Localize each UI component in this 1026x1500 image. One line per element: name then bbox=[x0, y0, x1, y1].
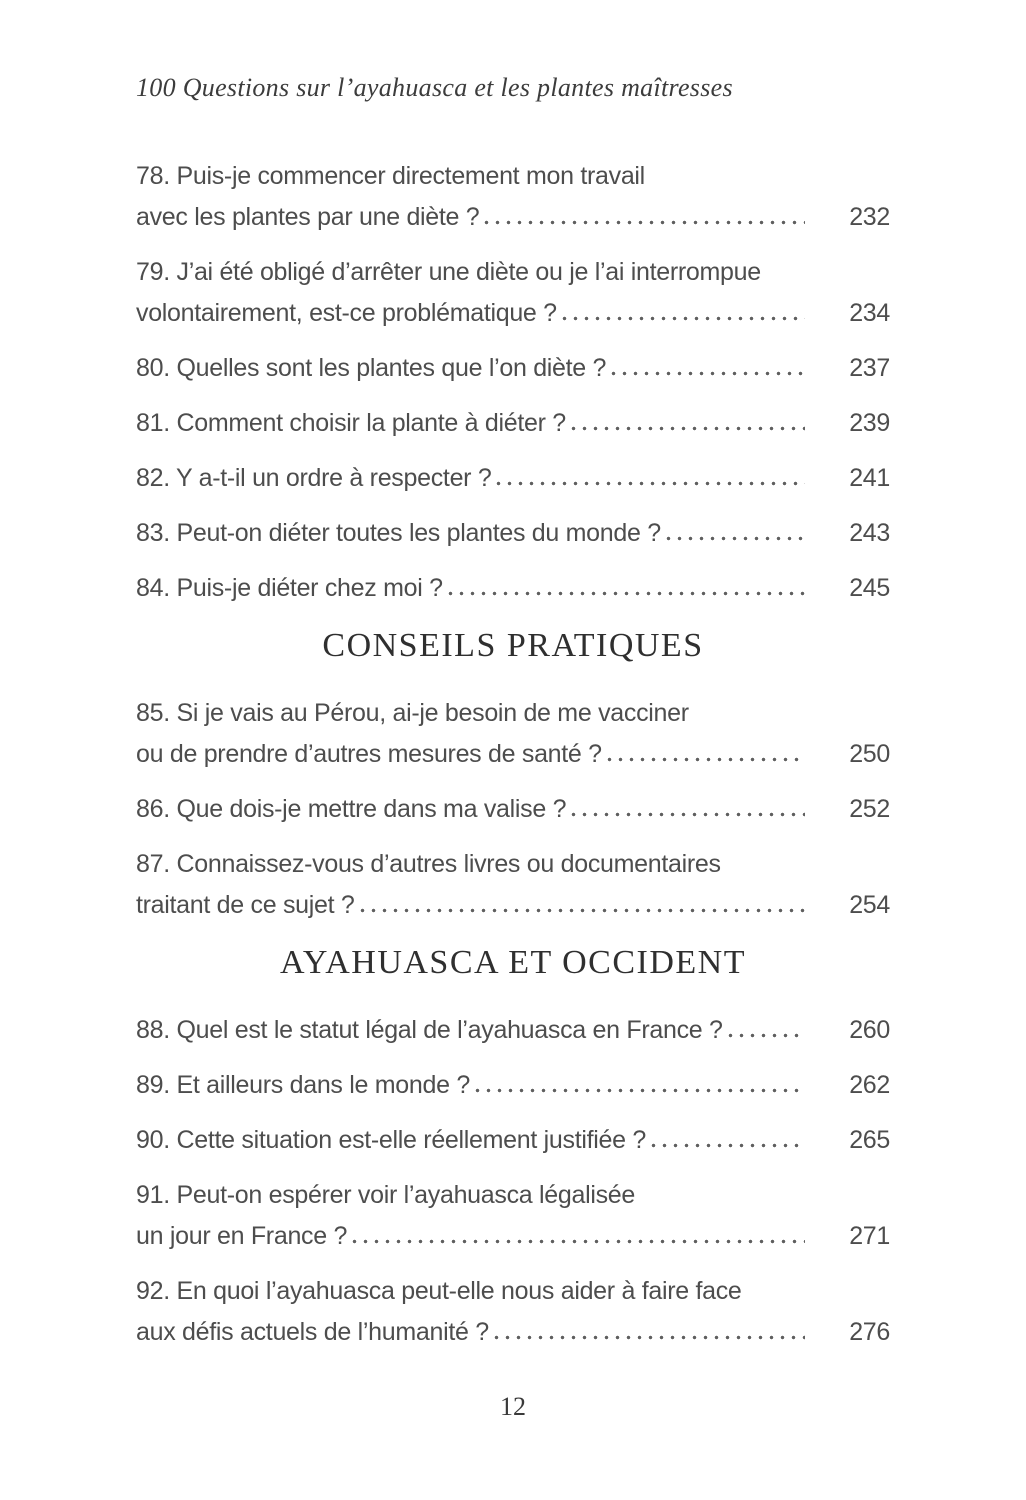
toc-entry-text: 86. Que dois-je mettre dans ma valise ? bbox=[136, 795, 567, 823]
toc-entry-text: 87. Connaissez-vous d’autres livres ou documentaires bbox=[136, 850, 721, 878]
toc-line bbox=[136, 1175, 890, 1216]
dot-leader-icon bbox=[571, 812, 805, 817]
toc-entry-text: 81. Comment choisir la plante à diéter ? bbox=[136, 409, 566, 437]
toc-entry bbox=[136, 1175, 890, 1257]
dot-leader-icon bbox=[360, 908, 805, 913]
toc-line bbox=[136, 568, 890, 609]
toc-entry-text: volontairement, est-ce problématique ? bbox=[136, 299, 557, 327]
toc-line bbox=[136, 1216, 890, 1257]
dot-leader-icon bbox=[475, 1088, 805, 1093]
toc-entry-text: 84. Puis-je diéter chez moi ? bbox=[136, 574, 443, 602]
toc-line bbox=[136, 197, 890, 238]
toc-line bbox=[136, 1271, 890, 1312]
toc-entry bbox=[136, 458, 890, 499]
toc-line bbox=[136, 1312, 890, 1353]
dot-leader-icon bbox=[651, 1143, 805, 1148]
section-heading: AYAHUASCA ET OCCIDENT bbox=[280, 944, 746, 981]
toc-page-number: 237 bbox=[849, 354, 890, 382]
page-content bbox=[136, 0, 890, 1367]
toc-line bbox=[136, 513, 890, 554]
dot-leader-icon bbox=[728, 1033, 805, 1038]
page-footer bbox=[0, 1392, 1026, 1422]
toc-entry-text: 92. En quoi l’ayahuasca peut-elle nous aider à faire face bbox=[136, 1277, 742, 1305]
toc-line bbox=[136, 885, 890, 926]
toc-entry-text: 90. Cette situation est-elle réellement justifiée ? bbox=[136, 1126, 646, 1154]
toc-entry-text: 85. Si je vais au Pérou, ai-je besoin de me vacciner bbox=[136, 699, 689, 727]
toc-entry-text: 82. Y a-t-il un ordre à respecter ? bbox=[136, 464, 492, 492]
toc-entry bbox=[136, 1065, 890, 1106]
toc-entry-text: 79. J’ai été obligé d’arrêter une diète ou je l’ai interrompue bbox=[136, 258, 761, 286]
toc-entry bbox=[136, 789, 890, 830]
toc-entry-text: ou de prendre d’autres mesures de santé ? bbox=[136, 740, 602, 768]
toc-page-number: 241 bbox=[849, 464, 890, 492]
toc-page-number: 250 bbox=[849, 740, 890, 768]
toc-entry bbox=[136, 568, 890, 609]
toc-entry-text: traitant de ce sujet ? bbox=[136, 891, 355, 919]
dot-leader-icon bbox=[448, 591, 805, 596]
dot-leader-icon bbox=[494, 1335, 805, 1340]
toc-page-number: 245 bbox=[849, 574, 890, 602]
toc-line bbox=[136, 693, 890, 734]
toc-line bbox=[136, 1010, 890, 1051]
toc-entry bbox=[136, 513, 890, 554]
toc-entry bbox=[136, 1010, 890, 1051]
toc-entry bbox=[136, 844, 890, 926]
page-number: 12 bbox=[500, 1392, 526, 1421]
dot-leader-icon bbox=[562, 316, 805, 321]
toc-entry bbox=[136, 403, 890, 444]
dot-leader-icon bbox=[571, 426, 805, 431]
toc-page-number: 232 bbox=[849, 203, 890, 231]
toc-page-number: 252 bbox=[849, 795, 890, 823]
dot-leader-icon bbox=[496, 481, 805, 486]
toc-entry-text: 88. Quel est le statut légal de l’ayahuasca en France ? bbox=[136, 1016, 723, 1044]
dot-leader-icon bbox=[611, 371, 805, 376]
toc-entry-text: 80. Quelles sont les plantes que l’on diète ? bbox=[136, 354, 607, 382]
toc-line bbox=[136, 789, 890, 830]
dot-leader-icon bbox=[352, 1239, 805, 1244]
toc-line bbox=[136, 156, 890, 197]
dot-leader-icon bbox=[607, 757, 805, 762]
toc-entry bbox=[136, 156, 890, 238]
dot-leader-icon bbox=[666, 536, 805, 541]
toc-entry bbox=[136, 1120, 890, 1161]
toc-page-number: 265 bbox=[849, 1126, 890, 1154]
toc-page-number: 239 bbox=[849, 409, 890, 437]
dot-leader-icon bbox=[484, 220, 805, 225]
toc-page-number: 243 bbox=[849, 519, 890, 547]
toc-entry-text: 91. Peut-on espérer voir l’ayahuasca légalisée bbox=[136, 1181, 636, 1209]
toc-line bbox=[136, 1065, 890, 1106]
toc-line bbox=[136, 403, 890, 444]
toc-line bbox=[136, 844, 890, 885]
toc-entry bbox=[136, 348, 890, 389]
toc-entry-text: 78. Puis-je commencer directement mon travail bbox=[136, 162, 645, 190]
toc-line bbox=[136, 252, 890, 293]
toc-entry bbox=[136, 693, 890, 775]
toc-page-number: 262 bbox=[849, 1071, 890, 1099]
toc-line bbox=[136, 734, 890, 775]
running-header: 100 Questions sur l’ayahuasca et les plantes maîtresses bbox=[136, 73, 733, 102]
toc-entry-text: un jour en France ? bbox=[136, 1222, 348, 1250]
toc-line bbox=[136, 458, 890, 499]
toc-page-number: 234 bbox=[849, 299, 890, 327]
toc-page-number: 260 bbox=[849, 1016, 890, 1044]
toc-entry-text: avec les plantes par une diète ? bbox=[136, 203, 480, 231]
toc-entry bbox=[136, 1271, 890, 1353]
toc-entry-text: aux défis actuels de l’humanité ? bbox=[136, 1318, 489, 1346]
toc-line bbox=[136, 348, 890, 389]
toc bbox=[136, 156, 890, 1353]
toc-page-number: 276 bbox=[849, 1318, 890, 1346]
section-heading: CONSEILS PRATIQUES bbox=[322, 627, 704, 664]
toc-line bbox=[136, 1120, 890, 1161]
toc-page-number: 254 bbox=[849, 891, 890, 919]
toc-page-number: 271 bbox=[849, 1222, 890, 1250]
toc-line bbox=[136, 293, 890, 334]
toc-entry-text: 89. Et ailleurs dans le monde ? bbox=[136, 1071, 470, 1099]
toc-entry-text: 83. Peut-on diéter toutes les plantes du monde ? bbox=[136, 519, 661, 547]
toc-entry bbox=[136, 252, 890, 334]
